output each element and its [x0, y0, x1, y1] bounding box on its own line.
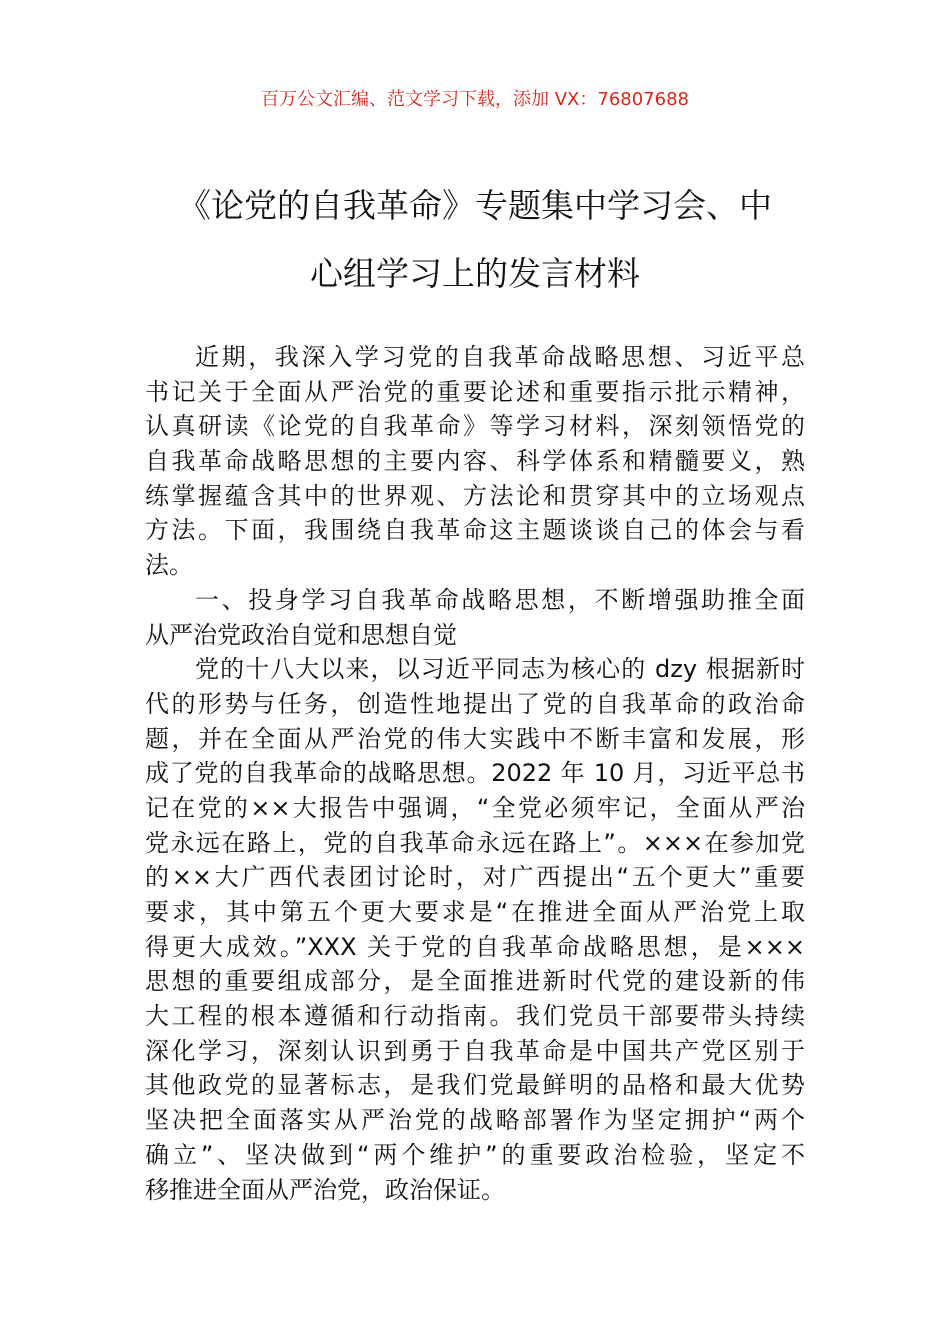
- text-line: 党的十八大以来，以习近平同志为核心的 dzy 根据新时: [195, 655, 805, 684]
- text-line: 得更大成效。”XXX 关于党的自我革命战略思想，是×××: [145, 932, 805, 961]
- text-line: 其他政党的显著标志，是我们党最鲜明的品格和最大优势: [145, 1071, 805, 1100]
- text-line: 从严治党政治自觉和思想自觉: [145, 620, 457, 649]
- text-line: 确立”、坚决做到“两个维护”的重要政治检验，坚定不: [145, 1140, 805, 1169]
- text-line: 党永远在路上，党的自我革命永远在路上”。×××在参加党: [145, 828, 805, 857]
- text-line: 成了党的自我革命的战略思想。2022 年 10 月，习近平总书: [145, 759, 805, 788]
- text-line: 练掌握蕴含其中的世界观、方法论和贯穿其中的立场观点: [145, 481, 805, 510]
- document-title-line-1: 《论党的自我革命》专题集中学习会、中: [178, 186, 772, 225]
- text-line: 移推进全面从严治党，政治保证。: [145, 1175, 505, 1204]
- text-line: 书记关于全面从严治党的重要论述和重要指示批示精神，: [145, 377, 805, 406]
- text-line: 坚决把全面落实从严治党的战略部署作为坚定拥护“两个: [145, 1106, 805, 1135]
- text-line: 记在党的××大报告中强调，“全党必须牢记，全面从严治: [145, 793, 805, 822]
- watermark-header: 百万公文汇编、范文学习下载，添加 VX：76807688: [261, 89, 689, 110]
- document-body: [145, 340, 805, 1207]
- text-line: 一、投身学习自我革命战略思想，不断增强助推全面: [195, 585, 805, 614]
- text-line: 大工程的根本遵循和行动指南。我们党员干部要带头持续: [145, 1002, 805, 1031]
- text-line: 法。: [145, 551, 193, 580]
- text-line: 自我革命战略思想的主要内容、科学体系和精髓要义，熟: [145, 447, 805, 476]
- document-title-line-2: 心组学习上的发言材料: [310, 254, 640, 293]
- text-line: 题，并在全面从严治党的伟大实践中不断丰富和发展，形: [145, 724, 805, 753]
- text-line: 的××大广西代表团讨论时，对广西提出“五个更大”重要: [145, 863, 805, 892]
- text-line: 方法。下面，我围绕自我革命这主题谈谈自己的体会与看: [145, 516, 805, 545]
- text-line: 思想的重要组成部分，是全面推进新时代党的建设新的伟: [145, 967, 805, 996]
- text-line: 要求，其中第五个更大要求是“在推进全面从严治党上取: [145, 898, 805, 926]
- text-line: 深化学习，深刻认识到勇于自我革命是中国共产党区别于: [145, 1036, 805, 1065]
- text-line: 近期，我深入学习党的自我革命战略思想、习近平总: [195, 343, 805, 371]
- text-line: 代的形势与任务，创造性地提出了党的自我革命的政治命: [145, 689, 805, 718]
- text-line: 认真研读《论党的自我革命》等学习材料，深刻领悟党的: [145, 412, 805, 441]
